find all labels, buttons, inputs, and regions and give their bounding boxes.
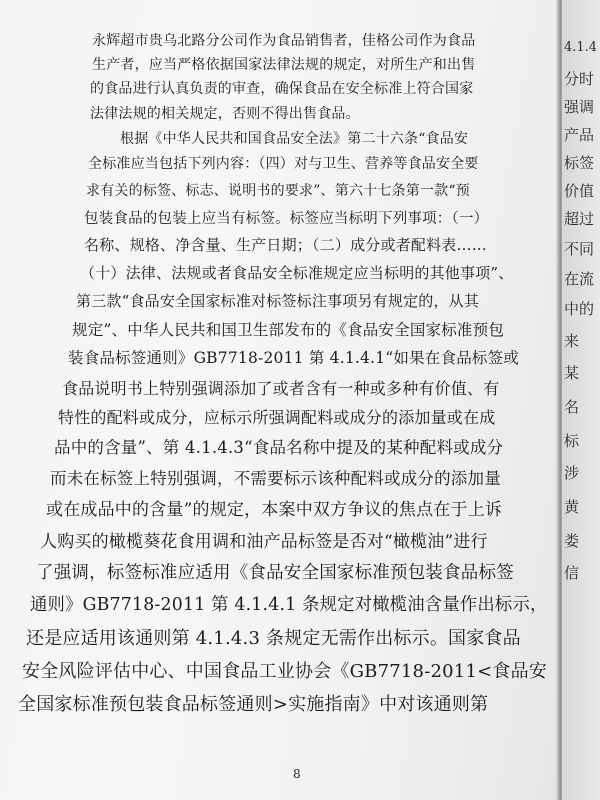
adjacent-text: 强调 — [564, 98, 595, 116]
text-line: 名称、规格、净含量、生产日期；（二）成分或者配料表…… — [84, 236, 487, 254]
adjacent-text: 信 — [564, 564, 580, 582]
adjacent-text: 名 — [564, 398, 580, 416]
text-line: 了强调，标签标准应适用《食品安全国家标准预包装食品标签 — [36, 563, 514, 583]
text-line: 生产者，应当严格依据国家法律法规的规定，对所生产和出售 — [92, 57, 476, 73]
text-line: 第三款“食品安全国家标准对标签标注事项另有规定的，从其 — [76, 292, 480, 310]
adjacent-text: 标签 — [564, 154, 595, 172]
adjacent-text: 价值 — [564, 182, 595, 200]
adjacent-text: 产品 — [564, 126, 595, 144]
adjacent-text: 中的 — [564, 300, 595, 318]
text-line: 品中的含量”、第 4.1.4.3“食品名称中提及的某种配料或成分 — [54, 438, 504, 457]
adjacent-text: 分时 — [564, 70, 595, 88]
adjacent-text: 4.1.4 — [564, 40, 598, 55]
text-line: 或在成品中的含量”的规定，本案中双方争议的焦点在于上诉 — [46, 500, 503, 520]
adjacent-text: 某 — [564, 364, 580, 382]
adjacent-page — [562, 0, 600, 800]
adjacent-text: 标 — [564, 432, 580, 450]
text-line: 求有关的标签、标志、说明书的要求”、第六十七条第一款“预 — [86, 183, 470, 199]
text-line: 通则》GB7718-2011 第 4.1.4.1 条规定对橄榄油含量作出标示， — [30, 595, 548, 615]
text-line: 全标准应当包括下列内容：（四）对与卫生、营养等食品安全要 — [88, 156, 479, 172]
text-line: 食品说明书上特别强调添加了或者含有一种或多种有价值、有 — [62, 379, 500, 398]
adjacent-text: 黄 — [564, 498, 580, 516]
text-line: 安全风险评估中心、中国食品工业协会《GB7718-2011<食品安 — [22, 661, 547, 682]
text-line: 还是应适用该通则第 4.1.4.3 条规定无需作出标示。国家食品 — [26, 628, 521, 649]
text-line: 规定”、中华人民共和国卫生部发布的《食品安全国家标准预包 — [72, 321, 505, 339]
adjacent-text: 涉 — [564, 464, 580, 482]
text-line: （十）法律、法规或者食品安全标准规定应当标明的其他事项”、 — [80, 264, 514, 282]
text-line: 全国家标准预包装食品标签通则>实施指南》中对该通则第 — [18, 694, 489, 715]
text-line: 而未在标签上特别强调，不需要标示该种配料或成分的添加量 — [50, 469, 501, 488]
adjacent-text: 娄 — [564, 532, 580, 550]
text-line: 根据《中华人民共和国食品安全法》第二十六条“食品安 — [120, 131, 469, 147]
text-line: 的食品进行认真负责的审查，确保食品在安全标准上符合国家 — [90, 81, 474, 97]
text-line: 装食品标签通则》GB7718-2011 第 4.1.4.1“如果在食品标签或 — [68, 349, 520, 367]
adjacent-text: 在流 — [564, 270, 595, 288]
adjacent-text: 不同 — [564, 240, 595, 258]
adjacent-text: 来 — [564, 332, 580, 350]
text-line: 包装食品的包装上应当有标签。标签应当标明下列事项：（一） — [84, 211, 489, 227]
text-line: 法律法规的相关规定，否则不得出售食品。 — [90, 106, 360, 122]
text-line: 特性的配料或成分，应标示所强调配料或成分的添加量或在成 — [58, 408, 496, 427]
adjacent-text: 超过 — [564, 210, 595, 228]
text-line: 永辉超市贵乌北路分公司作为食品销售者，佳格公司作为食品 — [92, 33, 476, 49]
page-number: 8 — [293, 767, 301, 781]
text-line: 人购买的橄榄葵花食用调和油产品标签是否对“橄榄油”进行 — [40, 532, 488, 552]
